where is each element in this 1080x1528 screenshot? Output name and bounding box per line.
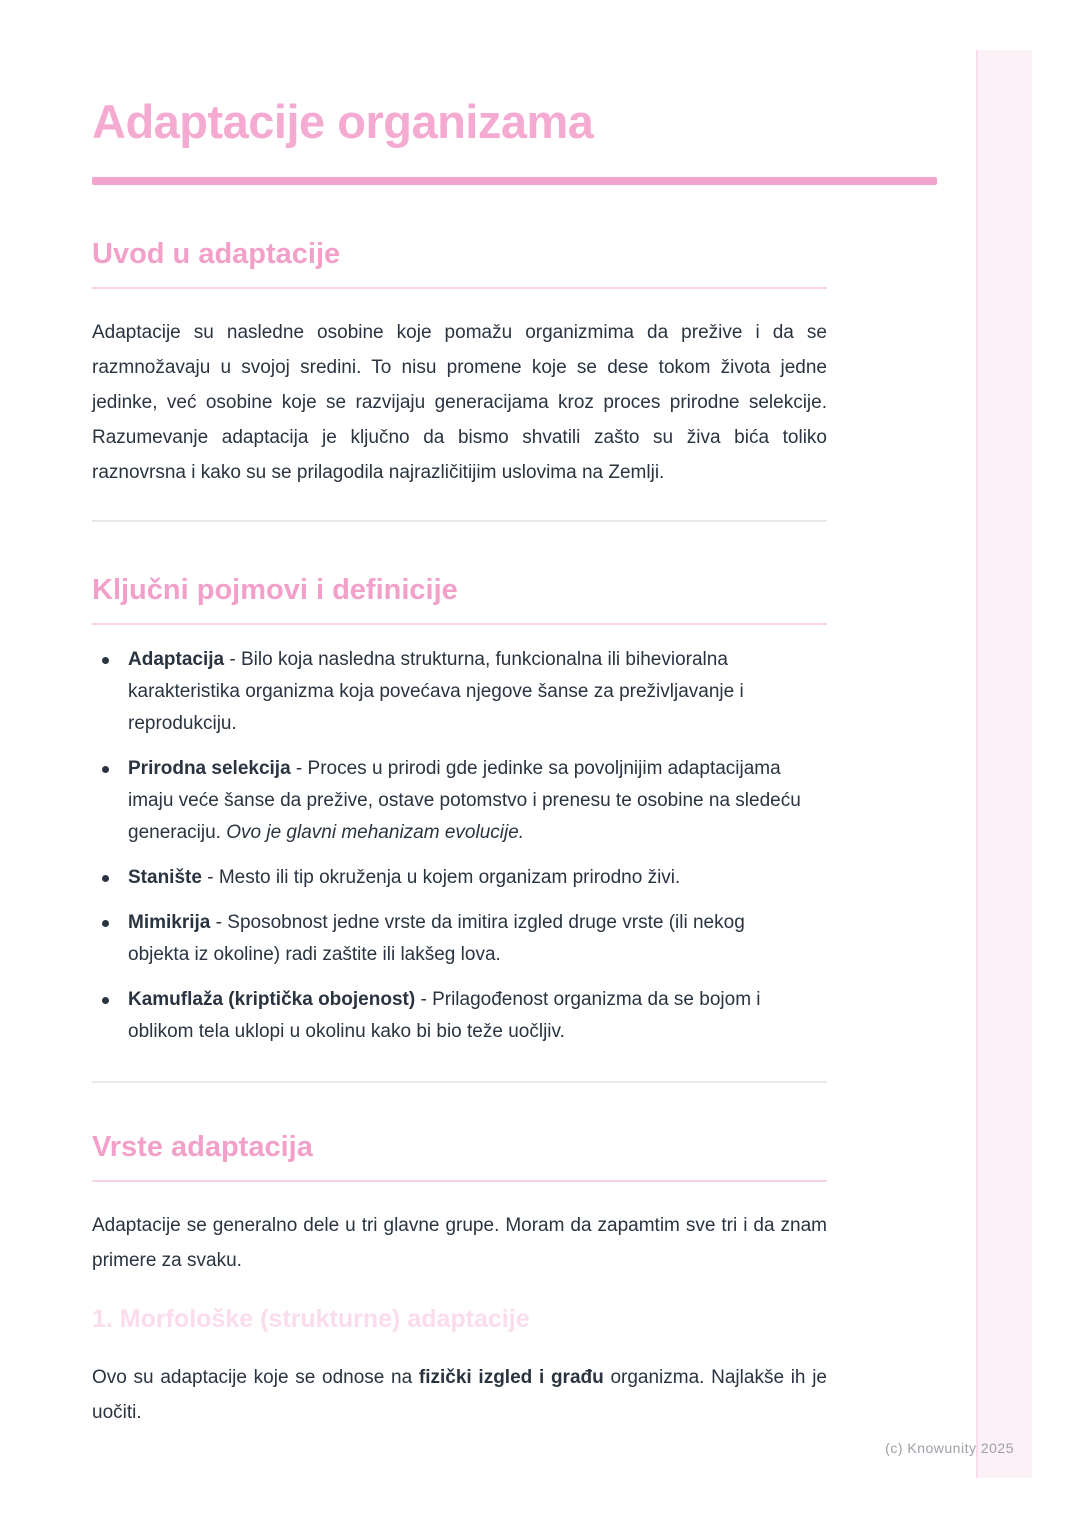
intro-paragraph: Adaptacije su nasledne osobine koje pomažu organizmima da prežive i da se razmnožavaju u svojoj sredini. To nisu promene koje se dese tokom života jedne jedinke, već osobine koje se razvijaju generacijama kroz proces prirodne selekcije. Razumevanje adaptacija je ključno da bismo shvatili zašto su živa bića toliko raznovrsna i kako su se prilagodila najrazličitijim uslovima na Zemlji. <box>92 322 827 483</box>
list-item-staniste <box>92 862 804 894</box>
heading-underline <box>92 287 827 289</box>
title-underline-rule <box>92 177 937 185</box>
heading-underline <box>92 1180 827 1182</box>
paragraph-text: organizma. Najlakše ih je uočiti. <box>92 1367 828 1423</box>
right-accent-bar <box>976 50 1032 1478</box>
key-terms-list <box>92 644 804 1048</box>
list-item-prirodna-selekcija <box>92 753 804 849</box>
list-item-mimikrija <box>92 907 804 971</box>
term-definition: Mesto ili tip okruženja u kojem organizam prirodno živi. <box>218 867 681 888</box>
term-label: Mimikrija <box>128 912 211 933</box>
term-label: Adaptacija <box>128 649 225 670</box>
copyright-footer: (c) Knowunity 2025 <box>885 1440 1014 1456</box>
term-label: Prirodna selekcija <box>128 758 291 779</box>
term-definition: Prilagođenost organizma da se bojom i oblikom tela uklopi u okolinu kako bi bio teže uočljiv. <box>128 989 761 1042</box>
vrste-paragraph: Adaptacije se generalno dele u tri glavne grupe. Moram da zapamtim sve tri i da znam primere za svaku. <box>92 1215 827 1271</box>
section-divider <box>92 520 827 522</box>
term-definition: Sposobnost jedne vrste da imitira izgled druge vrste (ili nekog objekta iz okoline) radi zaštite ili lakšeg lova. <box>128 912 745 965</box>
term-separator: - <box>210 912 228 933</box>
heading-underline <box>92 623 827 625</box>
subsection-heading-morfoloske: 1. Morfološke (strukturne) adaptacije <box>92 1305 530 1333</box>
term-separator: - <box>224 649 241 670</box>
list-item-adaptacija <box>92 644 804 740</box>
section-heading-vrste: Vrste adaptacija <box>92 1131 313 1163</box>
section-divider <box>92 1081 827 1083</box>
section-heading-uvod: Uvod u adaptacije <box>92 238 341 270</box>
term-label: Kamuflaža (kriptička obojenost) <box>128 989 416 1010</box>
term-label: Stanište <box>128 867 202 888</box>
paragraph-text: Ovo su adaptacije koje se odnose na <box>92 1367 419 1388</box>
list-item-kamuflaza <box>92 984 804 1048</box>
term-definition-italic: Ovo je glavni mehanizam evolucije. <box>226 822 525 843</box>
term-separator: - <box>290 758 308 779</box>
section-heading-kljucni-pojmovi: Ključni pojmovi i definicije <box>92 574 458 606</box>
term-separator: - <box>415 989 433 1010</box>
main-content <box>92 0 937 1430</box>
term-definition: Bilo koja nasledna strukturna, funkcionalna ili bihevioralna karakteristika organizma koja povećava njegove šanse za preživljavanje i reprodukciju. <box>128 649 744 734</box>
term-separator: - <box>201 867 219 888</box>
paragraph-bold-text: fizički izgled i građu <box>418 1367 604 1388</box>
morfoloske-paragraph <box>92 1360 827 1430</box>
term-definition: Proces u prirodi gde jedinke sa povoljnijim adaptacijama imaju veće šanse da prežive, ostave potomstvo i prenesu te osobine na sledeću generaciju. <box>128 758 801 843</box>
page-title: Adaptacije organizama <box>92 95 594 148</box>
